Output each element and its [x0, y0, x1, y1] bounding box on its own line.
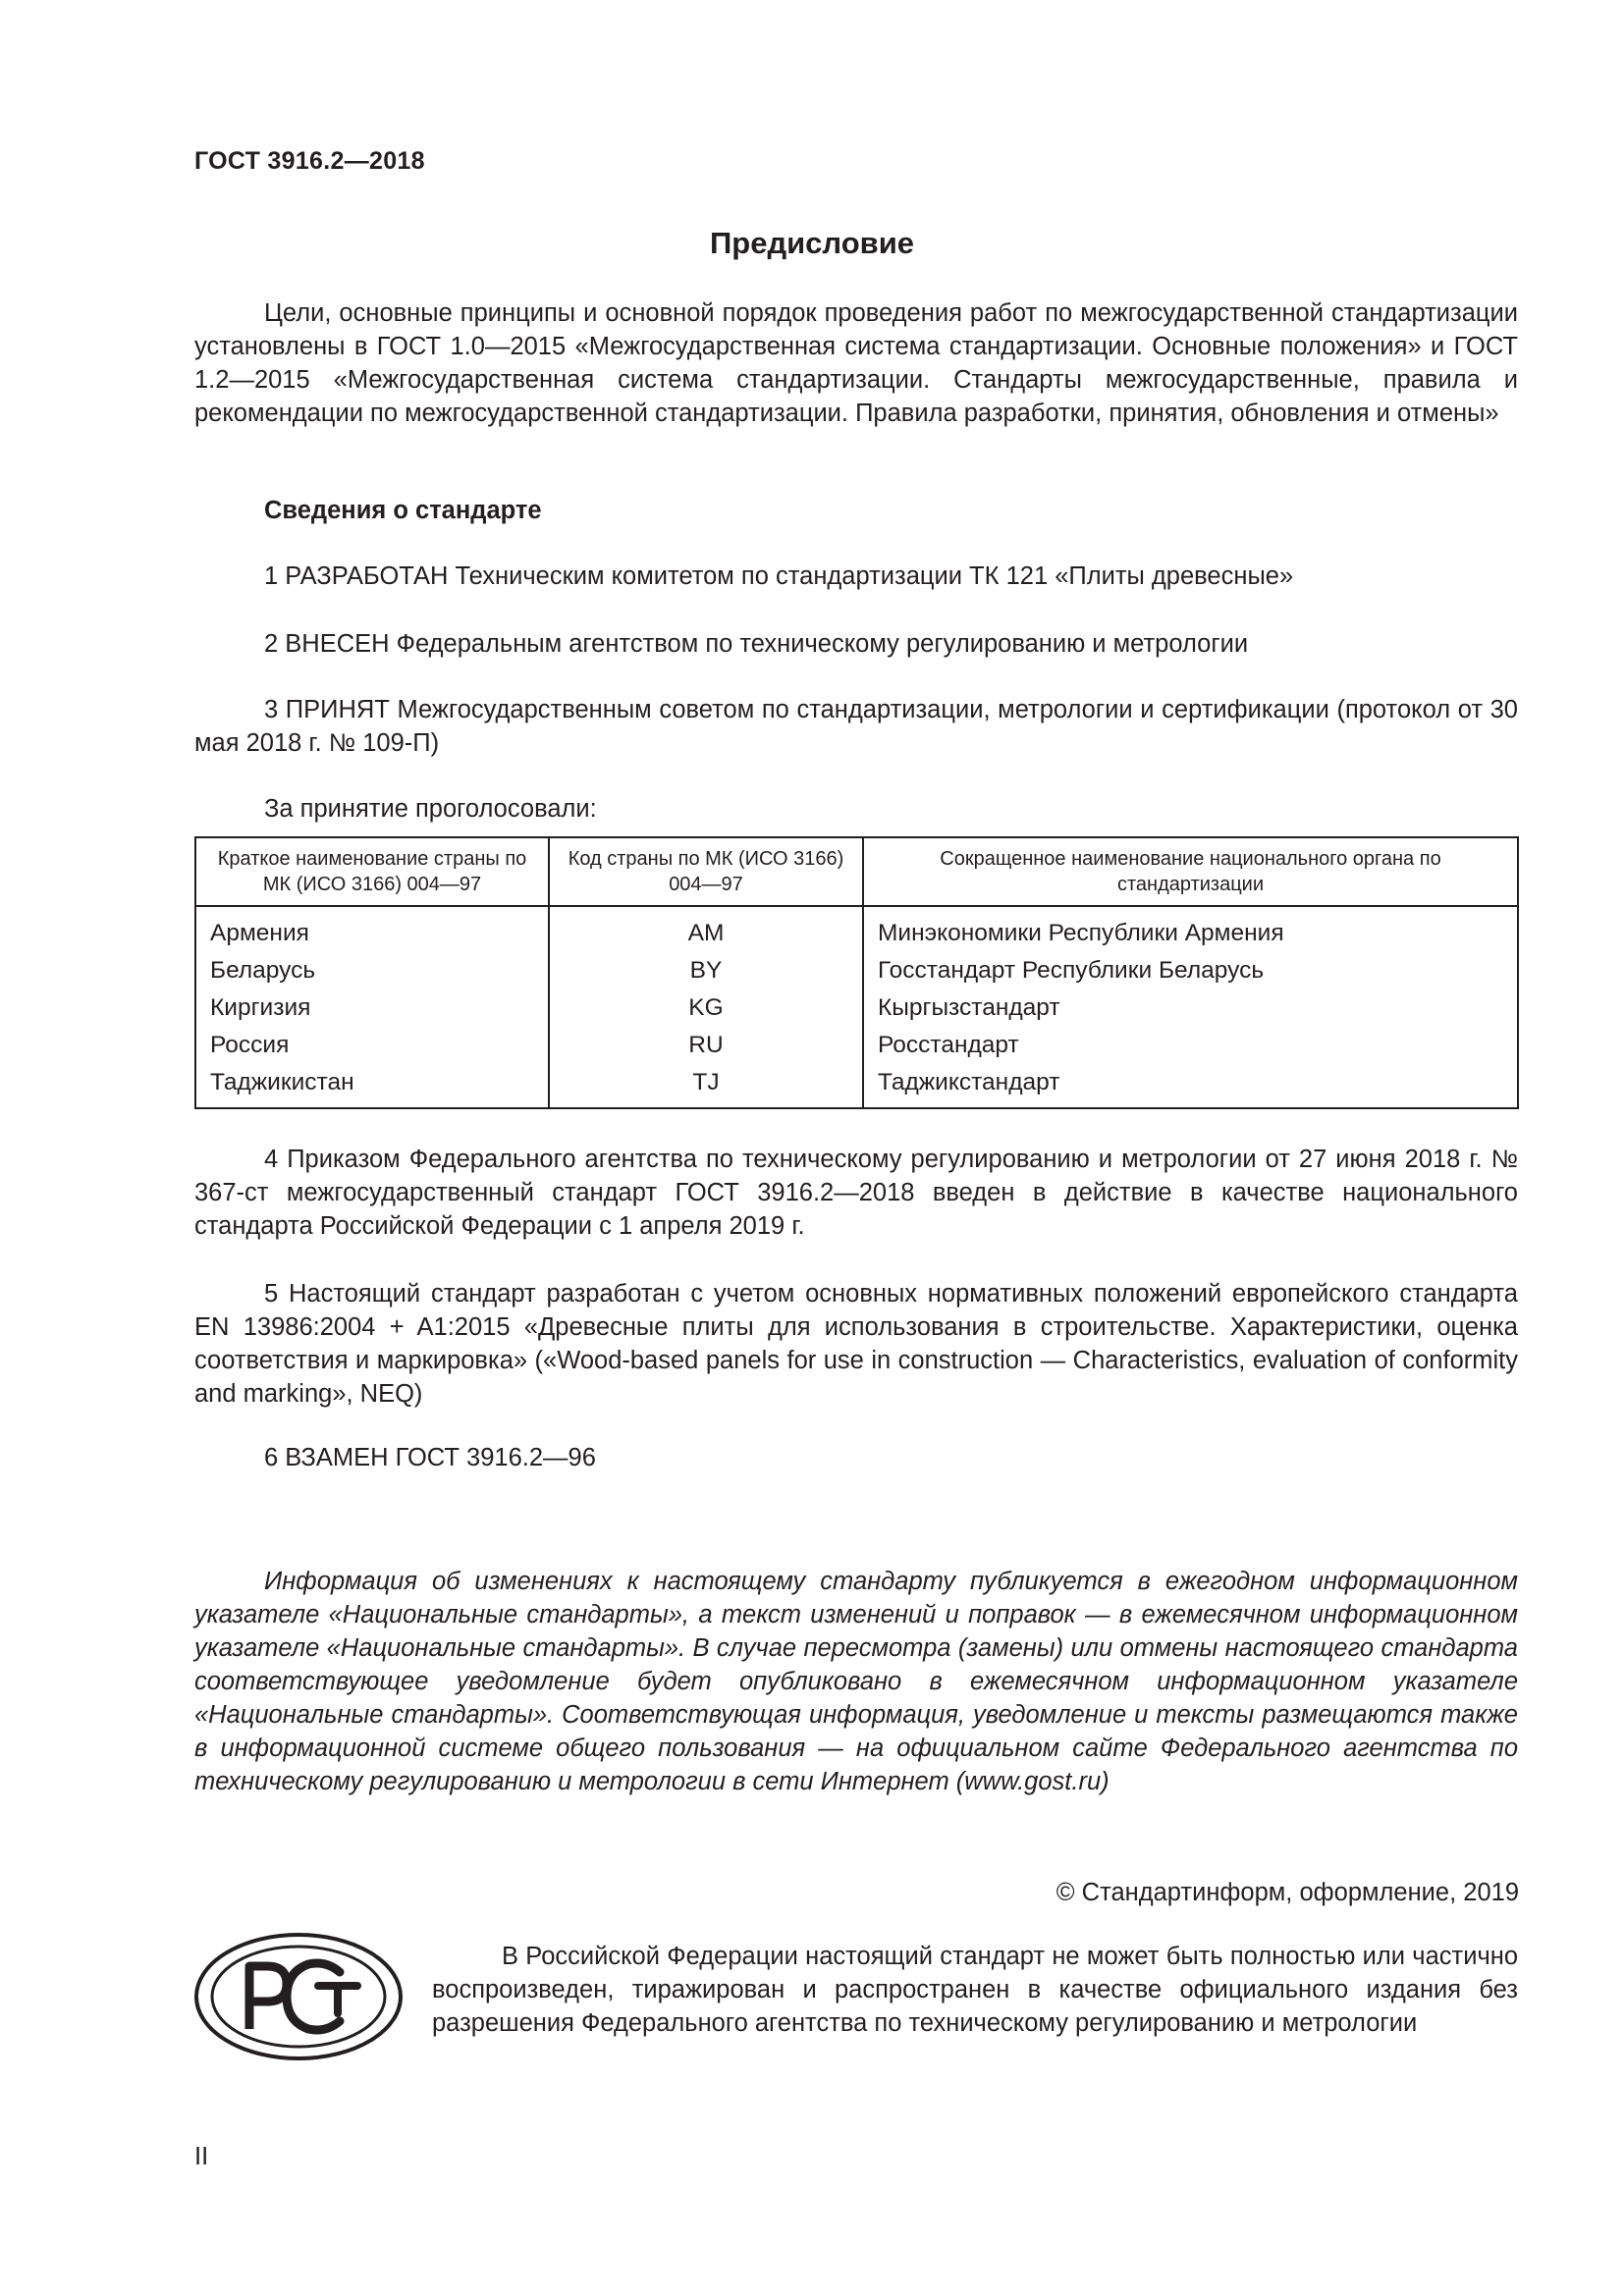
about-heading: Сведения о стандарте — [264, 497, 542, 524]
vote-table — [194, 836, 1519, 1109]
body-cell: Росстандарт — [863, 1027, 1518, 1064]
code-cell: KG — [549, 989, 863, 1027]
voted-for-label: За принятие проголосовали: — [264, 795, 597, 823]
body-cell: Госстандарт Республики Беларусь — [863, 952, 1518, 989]
header-body: Сокращенное наименование национального органа по стандартизации — [863, 837, 1518, 906]
item-developed: 1 РАЗРАБОТАН Техническим комитетом по стандартизации ТК 121 «Плиты древесные» — [264, 562, 1294, 590]
page-title: Предисловие — [709, 226, 914, 260]
code-cell: AM — [549, 906, 863, 952]
table-header-row — [195, 837, 1518, 906]
code-cell: BY — [549, 952, 863, 989]
item-based-on: 5 Настоящий стандарт разработан с учетом основных нормативных положений европейского стандарта EN 13986:2004 + A1:2015 «Древесные плиты для использования в строительстве. Характеристики, оценка соответствия и маркировка» («Wood-based panels for use in construction — Characteristics, evaluation of conformity and marking», NEQ) — [194, 1280, 1518, 1408]
rst-certification-mark-icon — [192, 1931, 405, 2062]
item-submitted: 2 ВНЕСЕН Федеральным агентством по техническому регулированию и метрологии — [264, 630, 1249, 658]
item-replaces: 6 ВЗАМЕН ГОСТ 3916.2—96 — [264, 1444, 596, 1471]
item-order: 4 Приказом Федерального агентства по техническому регулированию и метрологии от 27 июня 2018 г. № 367-ст межгосударственный стандарт ГОСТ 3916.2—2018 введен в действие в качестве национального стандарта Российской Федерации с 1 апреля 2019 г. — [194, 1146, 1518, 1240]
country-cell: Россия — [195, 1027, 549, 1064]
standard-id: ГОСТ 3916.2—2018 — [194, 147, 425, 175]
table-row — [195, 1027, 1518, 1064]
table-row — [195, 1064, 1518, 1108]
info-paragraph: Информация об изменениях к настоящему стандарту публикуется в ежегодном информационном указателе «Национальные стандарты», а текст изменений и поправок — в ежемесячном информационном указателе «Национальные стандарты». В случае пересмотра (замены) или отмены настоящего стандарта соответствующее уведомление будет опубликовано в ежемесячном информационном указателе «Национальные стандарты». Соответствующая информация, уведомление и тексты размещаются также в информационной системе общего пользования — на официальном сайте Федерального агентства по техническому регулированию и метрологии в сети Интернет (www.gost.ru) — [194, 1568, 1518, 1795]
reproduction-notice: В Российской Федерации настоящий стандарт не может быть полностью или частично воспроизведен, тиражирован и распространен в качестве официального издания без разрешения Федерального агентства по техническому регулированию и метрологии — [432, 1943, 1518, 2037]
code-cell: TJ — [549, 1064, 863, 1108]
table-row — [195, 989, 1518, 1027]
country-cell: Киргизия — [195, 989, 549, 1027]
body-cell: Минэкономики Республики Армения — [863, 906, 1518, 952]
header-code: Код страны по МК (ИСО 3166) 004—97 — [549, 837, 863, 906]
item-adopted: 3 ПРИНЯТ Межгосударственным советом по стандартизации, метрологии и сертификации (протокол от 30 мая 2018 г. № 109-П) — [194, 696, 1518, 757]
copyright-note: © Стандартинформ, оформление, 2019 — [1056, 1879, 1519, 1906]
page-number: II — [194, 2143, 209, 2170]
body-cell: Кыргызстандарт — [863, 989, 1518, 1027]
country-cell: Беларусь — [195, 952, 549, 989]
code-cell: RU — [549, 1027, 863, 1064]
table-row — [195, 906, 1518, 952]
intro-paragraph: Цели, основные принципы и основной порядок проведения работ по межгосударственной стандартизации установлены в ГОСТ 1.0—2015 «Межгосударственная система стандартизации. Основные положения» и ГОСТ 1.2—2015 «Межгосударственная система стандартизации. Стандарты межгосударственные, правила и рекомендации по межгосударственной стандартизации. Правила разработки, принятия, обновления и отмены» — [194, 299, 1518, 427]
table-row — [195, 952, 1518, 989]
country-cell: Армения — [195, 906, 549, 952]
country-cell: Таджикистан — [195, 1064, 549, 1108]
header-country: Краткое наименование страны по МК (ИСО 3166) 004—97 — [195, 837, 549, 906]
body-cell: Таджикстандарт — [863, 1064, 1518, 1108]
